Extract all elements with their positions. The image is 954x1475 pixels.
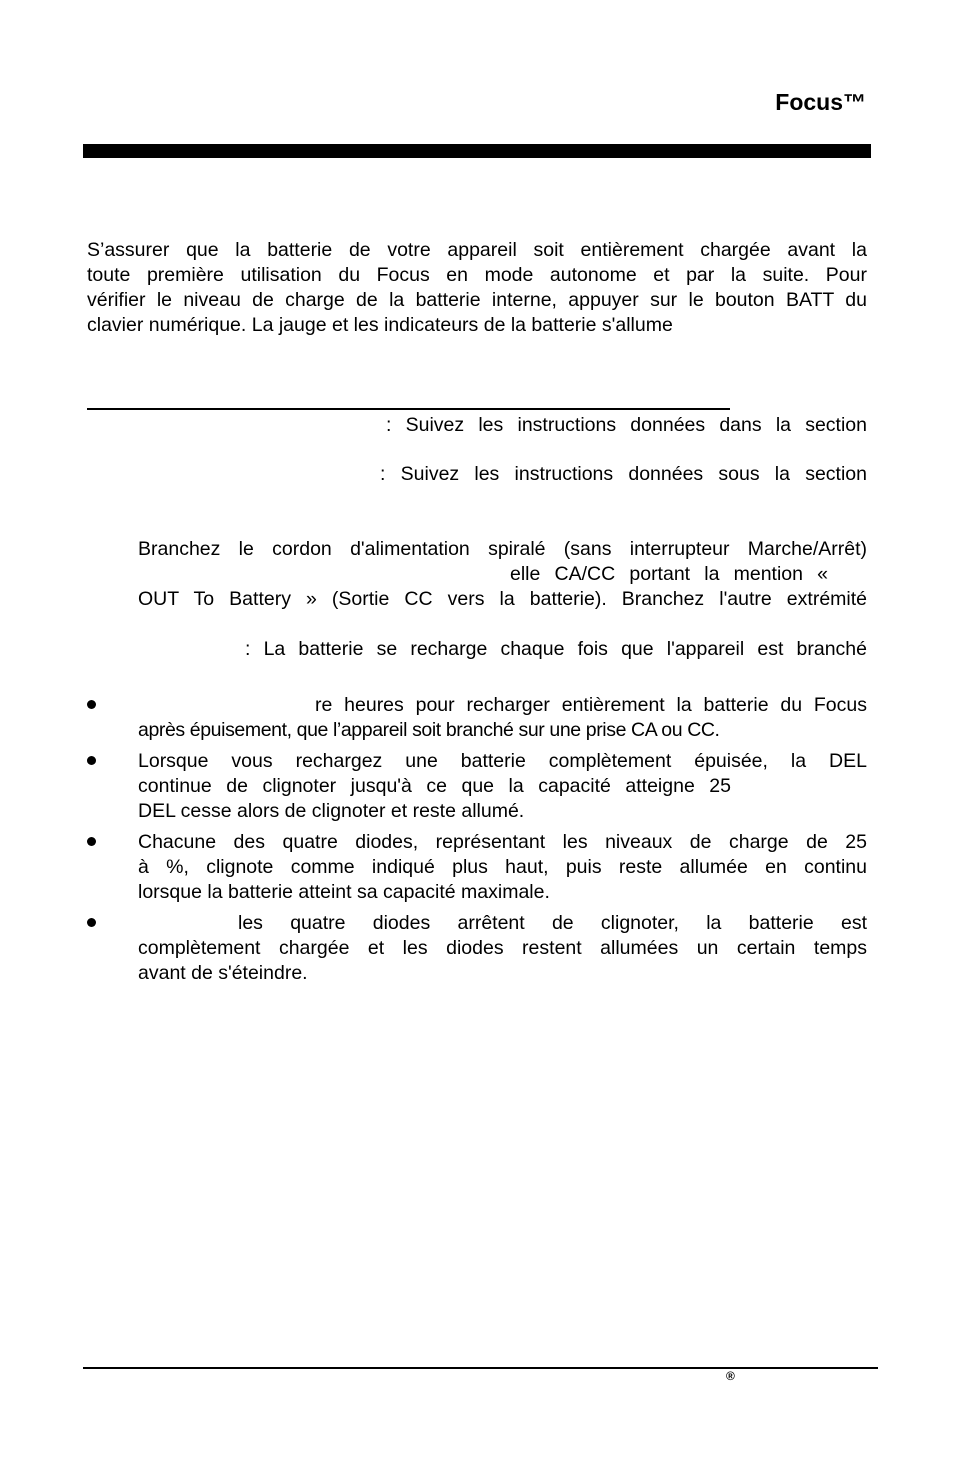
cord-line: OUT To Battery » (Sortie CC vers la batterie). Branchez l'autre extrémité [138, 588, 867, 610]
bullet-line: après épuisement, que l’appareil soit branché sur une prise CA ou CC. [138, 719, 720, 741]
bullet-line: DEL cesse alors de clignoter et reste allumé. [138, 800, 525, 822]
footer-rule [83, 1367, 878, 1369]
section-rule [87, 408, 730, 410]
bullet-dot [86, 917, 98, 929]
bullet-dot [86, 836, 98, 848]
cord-line: Branchez le cordon d'alimentation spiralé (sans interrupteur Marche/Arrêt) [138, 538, 867, 560]
bullet-line: Chacune des quatre diodes, représentant les niveaux de charge de 25 [138, 831, 867, 853]
intro-line: vérifier le niveau de charge de la batterie interne, appuyer sur le bouton BATT du [87, 289, 867, 311]
header-title: Focus™ [775, 89, 866, 115]
registered-mark: ® [726, 1369, 735, 1383]
bullet-line: à %, clignote comme indiqué plus haut, puis reste allumée en continu [138, 856, 867, 878]
bullet-line: Lorsque vous rechargez une batterie complètement épuisée, la DEL [138, 750, 867, 772]
bullet-line: les quatre diodes arrêtent de clignoter, la batterie est [238, 912, 867, 934]
intro-line: S’assurer que la batterie de votre appareil soit entièrement chargée avant la [87, 239, 867, 261]
bullet-dot [86, 755, 98, 767]
header-bar [83, 144, 871, 158]
intro-line: clavier numérique. La jauge et les indicateurs de la batterie s'allume [87, 314, 673, 336]
bullet-line: re heures pour recharger entièrement la batterie du Focus [315, 694, 867, 716]
note-section-second: : Suivez les instructions données sous la section [380, 463, 867, 485]
bullet-line: continue de clignoter jusqu'à ce que la capacité atteigne 25 [138, 775, 731, 797]
intro-line: toute première utilisation du Focus en mode autonome et par la suite. Pour [87, 264, 867, 286]
bullet-dot [86, 699, 98, 711]
intro-paragraph [87, 238, 867, 338]
bullet-line: avant de s'éteindre. [138, 962, 308, 984]
bullet-line: complètement chargée et les diodes restent allumées un certain temps [138, 937, 867, 959]
cord-line: elle CA/CC portant la mention « [510, 563, 828, 585]
note-section-first: : Suivez les instructions données dans la section [386, 414, 867, 436]
bullet-line: lorsque la batterie atteint sa capacité maximale. [138, 881, 550, 903]
cord-note: : La batterie se recharge chaque fois que l'appareil est branché [245, 638, 867, 660]
